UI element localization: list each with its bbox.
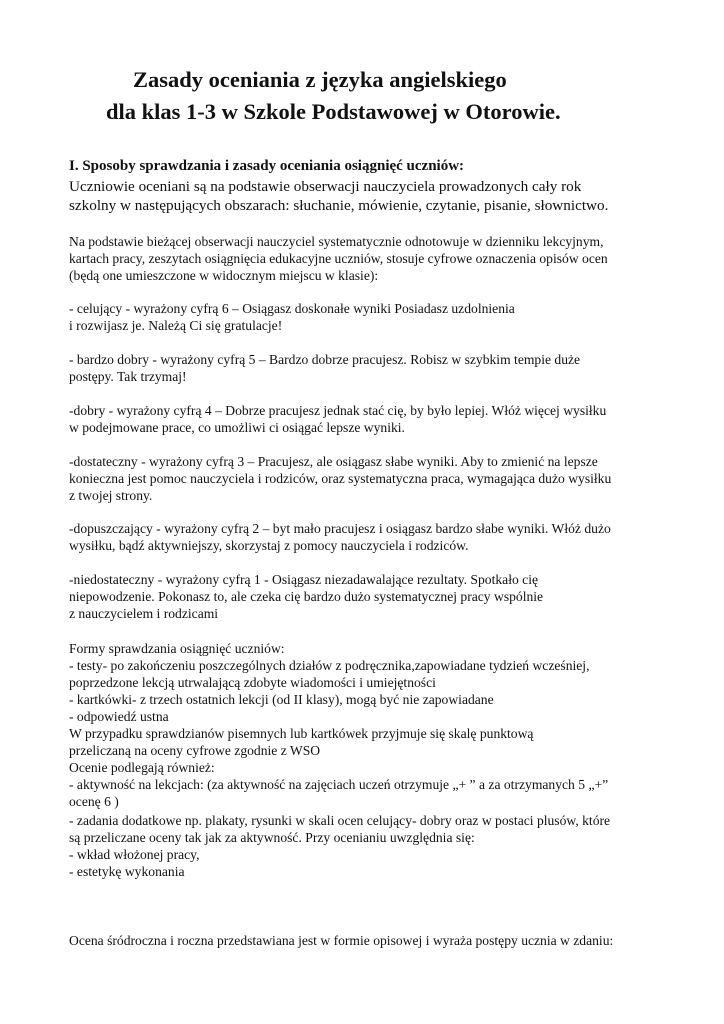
forms-line: - testy- po zakończeniu poszczególnych działów z podręcznika,zapowiadane tydzień wcześniej, (69, 658, 590, 673)
forms-heading: Formy sprawdzania osiągnięć uczniów: (69, 641, 285, 656)
closing-line: Ocena śródroczna i roczna przedstawiana jest w formie opisowej i wyraża postępy ucznia w zdaniu: (69, 933, 614, 948)
document-title-line-1: Zasady oceniania z języka angielskiego (133, 67, 507, 92)
section-heading: I. Sposoby sprawdzania i zasady oceniania osiągnięć uczniów: (69, 158, 465, 174)
intro-line: Uczniowie oceniani są na podstawie obserwacji nauczyciela prowadzonych cały rok (69, 178, 582, 195)
grade-niedostateczny-line: -niedostateczny - wyrażony cyfrą 1 - Osiągasz niezadawalające rezultaty. Spotkało cię (69, 572, 539, 587)
grade-celujacy-line: - celujący - wyrażony cyfrą 6 – Osiągasz doskonałe wyniki Posiadasz uzdolnienia (69, 301, 515, 316)
forms-line: poprzedzone lekcją utrwalającą zdobyte wiadomości i umiejętności (69, 675, 436, 690)
intro-line: szkolny w następujących obszarach: słuchanie, mówienie, czytanie, pisanie, słownictwo. (69, 197, 609, 214)
document-title-line-2: dla klas 1-3 w Szkole Podstawowej w Otorowie. (106, 99, 561, 124)
observation-line: Na podstawie bieżącej obserwacji nauczyciel systematycznie odnotowuje w dzienniku lekcyjnym, (69, 234, 604, 249)
forms-line: ocenę 6 ) (69, 794, 119, 809)
forms-line: - zadania dodatkowe np. plakaty, rysunki w skali ocen celujący- dobry oraz w postaci plusów, które (69, 813, 611, 828)
observation-line: (będą one umieszczone w widocznym miejscu w klasie): (69, 268, 379, 283)
grade-dobry-line: w podejmowane prace, co umożliwi ci osiągać lepsze wyniki. (69, 420, 405, 435)
observation-line: kartach pracy, zeszytach osiągnięcia edukacyjne uczniów, stosuje cyfrowe oznaczenia opisów ocen (69, 251, 608, 266)
forms-line: - aktywność na lekcjach: (za aktywność na zajęciach uczeń otrzymuje „+ ” a za otrzymanych 5 „+” (69, 777, 609, 792)
grade-dopuszczajacy-line: wysiłku, bądź aktywniejszy, skorzystaj z pomocy nauczyciela i rodziców. (69, 538, 469, 553)
grade-bardzo-dobry-line: - bardzo dobry - wyrażony cyfrą 5 – Bardzo dobrze pracujesz. Robisz w szybkim tempie duże (69, 352, 581, 367)
forms-line: - estetykę wykonania (69, 864, 185, 879)
grade-niedostateczny-line: z nauczycielem i rodzicami (69, 606, 219, 621)
forms-line: są przeliczane oceny tak jak za aktywność. Przy ocenianiu uwzględnia się: (69, 830, 475, 845)
forms-line: Ocenie podlegają również: (69, 760, 215, 775)
forms-line: - wkład włożonej pracy, (69, 847, 200, 862)
forms-line: - odpowiedź ustna (69, 709, 169, 724)
forms-line: - kartkówki- z trzech ostatnich lekcji (od II klasy), mogą być nie zapowiadane (69, 692, 494, 707)
grade-dostateczny-line: -dostateczny - wyrażony cyfrą 3 – Pracujesz, ale osiągasz słabe wyniki. Aby to zmienić na lepsze (69, 454, 598, 469)
grade-dobry-line: -dobry - wyrażony cyfrą 4 – Dobrze pracujesz jednak stać cię, by było lepiej. Włóż więcej wysiłku (69, 403, 607, 418)
forms-line: przeliczaną na oceny cyfrowe zgodnie z WSO (69, 743, 321, 758)
grade-dopuszczajacy-line: -dopuszczający - wyrażony cyfrą 2 – byt mało pracujesz i osiągasz bardzo słabe wyniki. Włóż dużo (69, 521, 611, 536)
grade-dostateczny-line: z twojej strony. (69, 488, 153, 503)
forms-line: W przypadku sprawdzianów pisemnych lub kartkówek przyjmuje się skalę punktową (69, 726, 534, 741)
grade-celujacy-line: i rozwijasz je. Należą Ci się gratulacje! (69, 318, 283, 333)
grade-dostateczny-line: konieczna jest pomoc nauczyciela i rodziców, oraz systematyczna praca, wymagająca dużo wysiłku (69, 471, 612, 486)
grade-niedostateczny-line: niepowodzenie. Pokonasz to, ale czeka cię bardzo dużo systematycznej pracy wspólnie (69, 589, 544, 604)
grade-bardzo-dobry-line: postępy. Tak trzymaj! (69, 369, 187, 384)
